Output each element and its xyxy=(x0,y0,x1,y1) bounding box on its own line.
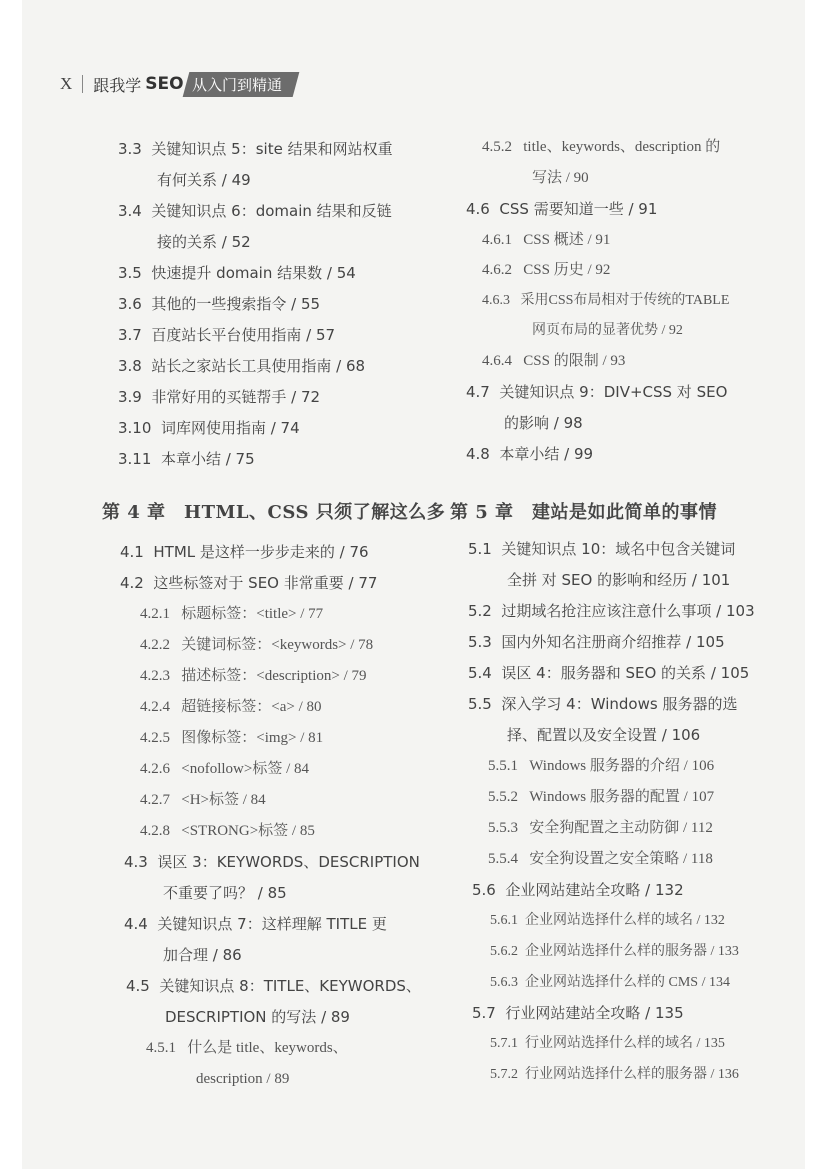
toc-entry[interactable] xyxy=(468,689,737,720)
toc-entry[interactable] xyxy=(118,258,356,289)
toc-entry[interactable] xyxy=(140,723,323,754)
toc-entry-title: 行业网站选择什么样的域名 / 135 xyxy=(525,1036,725,1051)
toc-entry-number: 4.6.1 xyxy=(482,232,512,248)
toc-entry-title: 误区 3：KEYWORDS、DESCRIPTION xyxy=(157,853,420,871)
toc-entry-continuation xyxy=(163,940,242,971)
toc-entry-title: 词库网使用指南 / 74 xyxy=(160,419,300,437)
toc-entry-number: 5.6.2 xyxy=(490,944,518,959)
running-header xyxy=(60,70,296,98)
toc-entry-title: 百度站长平台使用指南 / 57 xyxy=(151,326,336,344)
toc-entry[interactable] xyxy=(126,971,421,1002)
toc-entry-number: 5.6.3 xyxy=(490,975,518,990)
toc-entry-number: 3.11 xyxy=(118,450,152,468)
toc-entry-number: 4.2.4 xyxy=(140,699,170,715)
toc-entry-title: 标题标签：<title> / 77 xyxy=(181,606,324,622)
toc-entry[interactable] xyxy=(490,1028,725,1059)
toc-entry-continuation-text: 接的关系 / 52 xyxy=(157,233,251,251)
toc-entry-title: 关键知识点 10：域名中包含关键词 xyxy=(501,540,736,558)
toc-entry-number: 3.6 xyxy=(118,295,142,313)
toc-entry[interactable] xyxy=(118,351,365,382)
toc-entry-title: 采用CSS布局相对于传统的TABLE xyxy=(520,293,730,308)
toc-entry[interactable] xyxy=(140,754,309,785)
toc-entry-continuation xyxy=(532,163,589,194)
toc-entry-continuation-text: 全拼 对 SEO 的影响和经历 / 101 xyxy=(507,571,731,589)
toc-entry-number: 5.5.4 xyxy=(488,851,518,867)
toc-entry-title: 企业网站选择什么样的 CMS / 134 xyxy=(525,975,730,990)
toc-entry-title: 安全狗设置之安全策略 / 118 xyxy=(529,851,713,867)
toc-entry[interactable] xyxy=(482,255,610,286)
toc-entry-title: CSS 概述 / 91 xyxy=(523,232,611,248)
toc-entry-title: 站长之家站长工具使用指南 / 68 xyxy=(151,357,366,375)
toc-entry[interactable] xyxy=(140,816,315,847)
toc-entry-continuation-text: 有何关系 / 49 xyxy=(157,171,251,189)
toc-entry-number: 4.2.8 xyxy=(140,823,170,839)
toc-entry[interactable] xyxy=(466,377,727,408)
toc-entry[interactable] xyxy=(140,785,266,816)
toc-entry-title: 关键知识点 8：TITLE、KEYWORDS、 xyxy=(159,977,421,995)
toc-entry[interactable] xyxy=(118,320,335,351)
toc-entry-title: <H>标签 / 84 xyxy=(181,792,266,808)
toc-entry[interactable] xyxy=(472,875,684,906)
toc-entry-title: <nofollow>标签 / 84 xyxy=(181,761,309,777)
toc-entry-number: 5.5.2 xyxy=(488,789,518,805)
toc-entry-number: 5.3 xyxy=(468,633,492,651)
toc-entry[interactable] xyxy=(468,596,755,627)
toc-entry-continuation-text: 不重要了吗？ / 85 xyxy=(163,884,287,902)
toc-entry-title: CSS 需要知道一些 / 91 xyxy=(499,200,658,218)
toc-entry-number: 5.1 xyxy=(468,540,492,558)
toc-entry-title: 其他的一些搜索指令 / 55 xyxy=(151,295,321,313)
toc-entry-continuation-text: description / 89 xyxy=(196,1071,290,1087)
toc-entry-number: 3.9 xyxy=(118,388,142,406)
toc-entry[interactable] xyxy=(468,658,749,689)
toc-entry-number: 4.1 xyxy=(120,543,144,561)
toc-entry-title: CSS 历史 / 92 xyxy=(523,262,611,278)
toc-entry-number: 3.7 xyxy=(118,326,142,344)
toc-entry-number: 5.5.1 xyxy=(488,758,518,774)
toc-entry-number: 5.5.3 xyxy=(488,820,518,836)
toc-entry-number: 4.5.1 xyxy=(146,1040,176,1056)
toc-entry-number: 3.3 xyxy=(118,140,142,158)
toc-entry-continuation xyxy=(507,720,700,751)
toc-entry-continuation-text: 写法 / 90 xyxy=(532,170,589,186)
chapter-heading[interactable]: 第 5 章 建站是如此简单的事情 xyxy=(450,502,718,523)
toc-entry[interactable] xyxy=(488,813,713,844)
toc-entry-title: 非常好用的买链帮手 / 72 xyxy=(151,388,321,406)
book-subtitle: 从入门到精通 xyxy=(191,75,282,94)
toc-entry[interactable] xyxy=(490,1059,739,1090)
toc-entry-number: 4.5 xyxy=(126,977,150,995)
toc-entry-title: 描述标签：<description> / 79 xyxy=(181,668,367,684)
toc-entry-number: 5.7.1 xyxy=(490,1036,518,1051)
toc-entry-title: 企业网站选择什么样的域名 / 132 xyxy=(525,913,725,928)
toc-entry-title: 安全狗配置之主动防御 / 112 xyxy=(529,820,713,836)
toc-entry-title: 行业网站选择什么样的服务器 / 136 xyxy=(525,1067,739,1082)
toc-entry-continuation xyxy=(504,408,583,439)
toc-entry[interactable] xyxy=(488,782,714,813)
toc-entry-continuation xyxy=(507,565,730,596)
toc-entry-title: 超链接标签：<a> / 80 xyxy=(181,699,322,715)
toc-entry-title: 快速提升 domain 结果数 / 54 xyxy=(151,264,356,282)
toc-entry-title: 关键知识点 9：DIV+CSS 对 SEO xyxy=(499,383,728,401)
toc-entry-number: 5.6 xyxy=(472,881,496,899)
toc-entry-title: 什么是 title、keywords、 xyxy=(187,1040,348,1056)
toc-entry-number: 4.6 xyxy=(466,200,490,218)
toc-entry-number: 5.7.2 xyxy=(490,1067,518,1082)
toc-entry-number: 4.8 xyxy=(466,445,490,463)
toc-entry[interactable] xyxy=(490,967,730,998)
toc-entry-title: 关键词标签：<keywords> / 78 xyxy=(181,637,374,653)
toc-entry[interactable] xyxy=(140,661,367,692)
toc-entry-continuation-text: 加合理 / 86 xyxy=(163,946,242,964)
toc-entry[interactable] xyxy=(488,751,714,782)
toc-entry-continuation-text: 的影响 / 98 xyxy=(504,414,583,432)
toc-entry[interactable] xyxy=(490,905,725,936)
book-subtitle-banner xyxy=(182,72,299,97)
toc-entry-number: 4.2.6 xyxy=(140,761,170,777)
toc-entry-title: 关键知识点 7：这样理解 TITLE 更 xyxy=(157,915,387,933)
toc-entry-number: 4.4 xyxy=(124,915,148,933)
toc-entry-title: 本章小结 / 99 xyxy=(499,445,594,463)
toc-entry-number: 4.6.2 xyxy=(482,262,512,278)
toc-entry-continuation xyxy=(532,315,683,346)
toc-entry-continuation-text: DESCRIPTION 的写法 / 89 xyxy=(165,1008,350,1026)
toc-entry-number: 4.2.7 xyxy=(140,792,170,808)
toc-entry[interactable] xyxy=(118,289,320,320)
toc-entry-number: 4.6.3 xyxy=(482,293,510,308)
toc-entry[interactable] xyxy=(482,225,610,256)
toc-entry-title: Windows 服务器的介绍 / 106 xyxy=(529,758,715,774)
toc-entry-title: 企业网站选择什么样的服务器 / 133 xyxy=(525,944,739,959)
toc-entry-number: 5.7 xyxy=(472,1004,496,1022)
toc-entry[interactable] xyxy=(118,382,320,413)
toc-entry-title: 国内外知名注册商介绍推荐 / 105 xyxy=(501,633,725,651)
toc-entry-continuation-text: 网页布局的显著优势 / 92 xyxy=(532,323,683,338)
toc-entry[interactable] xyxy=(124,909,387,940)
toc-entry-title: HTML 是这样一步步走来的 / 76 xyxy=(153,543,369,561)
toc-entry-number: 3.5 xyxy=(118,264,142,282)
toc-entry-number: 4.3 xyxy=(124,853,148,871)
toc-entry-continuation xyxy=(196,1064,289,1095)
toc-entry[interactable] xyxy=(482,132,720,163)
toc-entry-continuation xyxy=(163,878,287,909)
toc-entry[interactable] xyxy=(466,194,657,225)
toc-entry[interactable] xyxy=(118,413,300,444)
toc-entry-continuation xyxy=(165,1002,350,1033)
toc-entry[interactable] xyxy=(482,346,625,377)
toc-entry[interactable] xyxy=(488,844,713,875)
toc-entry[interactable] xyxy=(124,847,420,878)
toc-entry-title: 本章小结 / 75 xyxy=(160,450,255,468)
toc-entry-number: 4.7 xyxy=(466,383,490,401)
toc-entry-continuation xyxy=(157,227,251,258)
toc-entry-number: 5.6.1 xyxy=(490,913,518,928)
toc-entry[interactable] xyxy=(490,936,739,967)
toc-entry[interactable] xyxy=(140,630,373,661)
header-divider xyxy=(82,75,83,93)
toc-entry-number: 4.2 xyxy=(120,574,144,592)
toc-entry-number: 4.2.2 xyxy=(140,637,170,653)
toc-entry[interactable] xyxy=(118,134,393,165)
toc-entry[interactable] xyxy=(120,568,377,599)
toc-entry-number: 5.2 xyxy=(468,602,492,620)
toc-entry-title: CSS 的限制 / 93 xyxy=(523,353,626,369)
toc-entry-title: 图像标签：<img> / 81 xyxy=(181,730,324,746)
book-title-seo: SEO xyxy=(145,74,184,94)
toc-entry-number: 4.5.2 xyxy=(482,139,512,155)
toc-entry-title: 企业网站建站全攻略 / 132 xyxy=(505,881,684,899)
toc-entry-number: 4.6.4 xyxy=(482,353,512,369)
toc-entry-title: 行业网站建站全攻略 / 135 xyxy=(505,1004,684,1022)
book-title: 跟我学 xyxy=(93,75,142,95)
chapter-heading[interactable]: 第 4 章 HTML、CSS 只须了解这么多 xyxy=(102,502,446,523)
toc-entry-number: 3.10 xyxy=(118,419,152,437)
toc-entry-title: 关键知识点 6：domain 结果和反链 xyxy=(151,202,392,220)
toc-entry[interactable] xyxy=(120,537,369,568)
toc-entry-number: 5.5 xyxy=(468,695,492,713)
toc-entry-title: 误区 4：服务器和 SEO 的关系 / 105 xyxy=(501,664,750,682)
toc-entry-title: 深入学习 4：Windows 服务器的选 xyxy=(501,695,738,713)
toc-entry[interactable] xyxy=(146,1033,348,1064)
toc-entry[interactable] xyxy=(466,439,593,470)
page-number: X xyxy=(60,74,73,93)
toc-entry[interactable] xyxy=(118,444,255,475)
toc-entry-number: 3.8 xyxy=(118,357,142,375)
toc-entry-number: 4.2.3 xyxy=(140,668,170,684)
toc-entry-title: 这些标签对于 SEO 非常重要 / 77 xyxy=(153,574,378,592)
toc-entry-continuation xyxy=(157,165,251,196)
toc-entry-title: title、keywords、description 的 xyxy=(523,139,721,155)
toc-entry[interactable] xyxy=(468,534,735,565)
toc-entry-title: 关键知识点 5：site 结果和网站权重 xyxy=(151,140,393,158)
toc-entry[interactable] xyxy=(140,599,323,630)
toc-entry[interactable] xyxy=(482,285,729,316)
toc-entry[interactable] xyxy=(472,998,684,1029)
toc-entry-number: 3.4 xyxy=(118,202,142,220)
toc-entry-number: 5.4 xyxy=(468,664,492,682)
toc-entry-continuation-text: 择、配置以及安全设置 / 106 xyxy=(507,726,701,744)
toc-entry-number: 4.2.5 xyxy=(140,730,170,746)
toc-entry-title: Windows 服务器的配置 / 107 xyxy=(529,789,715,805)
toc-entry[interactable] xyxy=(140,692,322,723)
toc-entry[interactable] xyxy=(118,196,392,227)
toc-entry-title: <STRONG>标签 / 85 xyxy=(181,823,315,839)
toc-entry-title: 过期域名抢注应该注意什么事项 / 103 xyxy=(501,602,755,620)
toc-entry-number: 4.2.1 xyxy=(140,606,170,622)
toc-entry[interactable] xyxy=(468,627,725,658)
